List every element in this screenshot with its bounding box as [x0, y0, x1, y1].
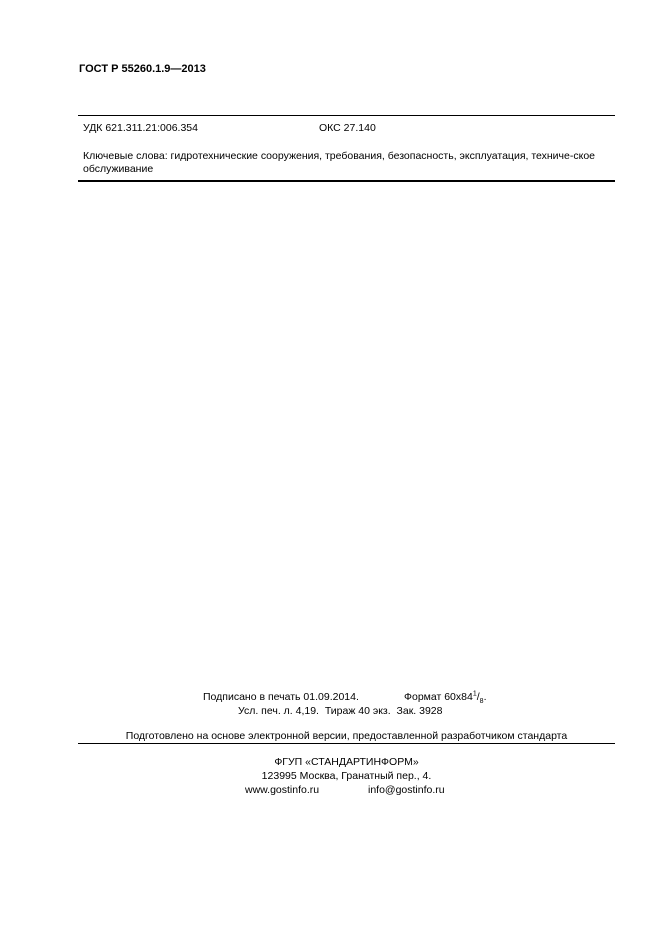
oks-code: ОКС 27.140: [319, 122, 376, 134]
prepared-note: Подготовлено на основе электронной версии, предоставленной разработчиком стандарта: [125, 730, 568, 742]
prepared-divider: [78, 743, 615, 744]
format-tail: .: [483, 691, 487, 703]
print-sheets: Усл. печ. л. 4,19.: [238, 705, 319, 717]
publisher-website[interactable]: www.gostinfo.ru: [245, 784, 320, 796]
format-numerator: 1: [472, 690, 477, 698]
publisher-email[interactable]: info@gostinfo.ru: [368, 784, 445, 796]
standard-code: ГОСТ Р 55260.1.9—2013: [79, 63, 206, 75]
keywords-text: Ключевые слова: гидротехнические сооружения, требования, безопасность, эксплуатация, техниче-ское обслуживание: [83, 150, 595, 175]
order-number: Зак. 3928: [396, 705, 443, 717]
signed-date: Подписано в печать 01.09.2014.: [203, 691, 359, 703]
format-line: Формат $60x84^1/_8$.: [404, 690, 487, 706]
circulation: Тираж 40 экз.: [324, 705, 391, 717]
format-label: Формат 60x84: [404, 691, 473, 703]
top-divider: [78, 115, 615, 116]
format-denominator: 8: [479, 698, 484, 706]
print-details: [238, 705, 442, 718]
udk-code: УДК 621.311.21:006.354: [83, 122, 198, 134]
publisher-address: 123995 Москва, Гранатный пер., 4.: [261, 770, 432, 782]
bottom-divider: [78, 180, 615, 182]
publisher-name: ФГУП «СТАНДАРТИНФОРМ»: [274, 756, 419, 768]
